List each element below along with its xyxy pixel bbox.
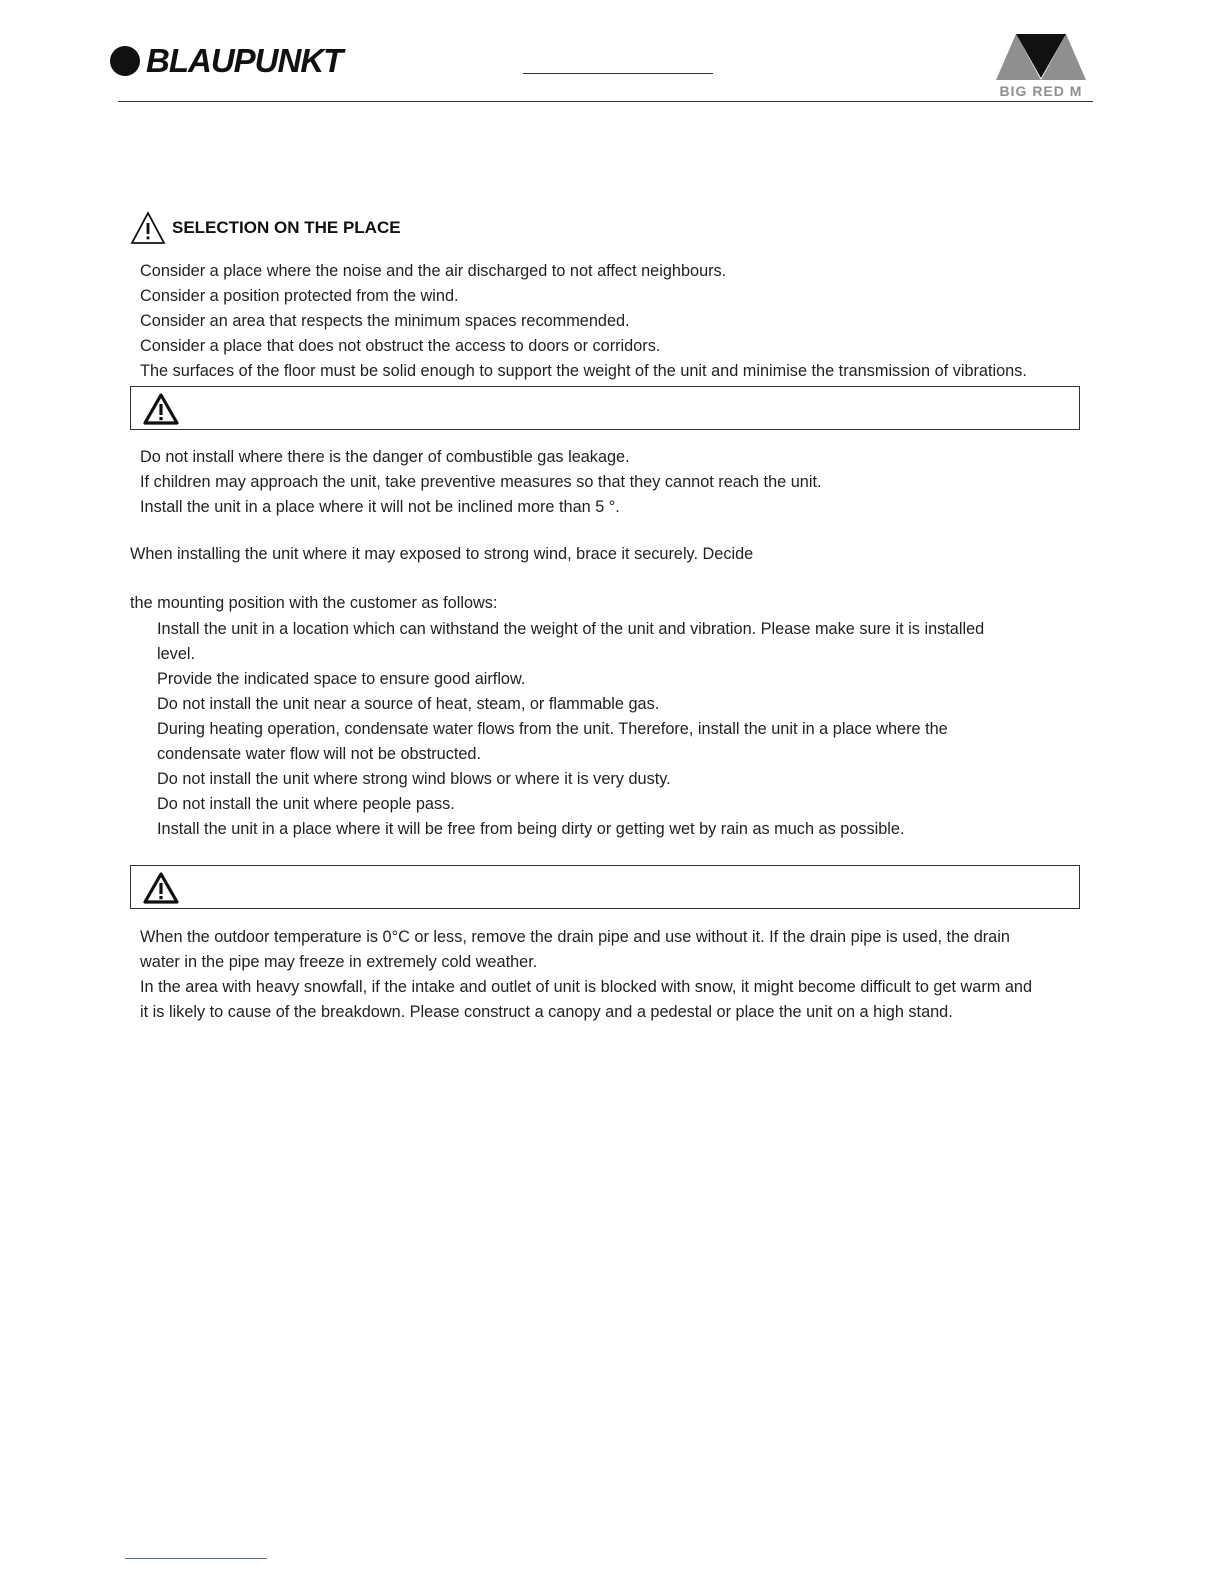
- list-item: it is likely to cause of the breakdown. Please construct a canopy and a pedestal or place the unit on a high stand.: [140, 1003, 953, 1021]
- list-item: Consider an area that respects the minimum spaces recommended.: [140, 312, 630, 330]
- list-item: Do not install the unit near a source of heat, steam, or flammable gas.: [157, 695, 660, 713]
- logo-dot-icon: [110, 46, 140, 76]
- list-item: Install the unit in a place where it will be free from being dirty or getting wet by rain as much as possible.: [157, 820, 905, 838]
- list-item: Install the unit in a place where it will not be inclined more than 5 °.: [140, 498, 620, 516]
- list-item: Do not install where there is the danger of combustible gas leakage.: [140, 448, 630, 466]
- caution-list-2: [140, 925, 1032, 1025]
- section-title: SELECTION ON THE PLACE: [172, 218, 401, 237]
- list-item: During heating operation, condensate water flows from the unit. Therefore, install the unit in a place where the: [157, 720, 948, 738]
- partner-name: BIG RED M: [999, 83, 1083, 99]
- mounting-position-list: [157, 617, 984, 842]
- footer-link-underline: [125, 1558, 267, 1559]
- wind-paragraph-line-1: When installing the unit where it may exposed to strong wind, brace it securely. Decide: [130, 545, 754, 563]
- list-item: When the outdoor temperature is 0°C or less, remove the drain pipe and use without it. If the drain pipe is used, the drain: [140, 928, 1010, 946]
- caution-list-1: [140, 445, 822, 520]
- list-item: The surfaces of the floor must be solid enough to support the weight of the unit and minimise the transmission of vibrations.: [140, 362, 1027, 380]
- list-item: Provide the indicated space to ensure good airflow.: [157, 670, 526, 688]
- header-blank-line: [523, 73, 713, 74]
- big-red-m-logo: [994, 32, 1088, 99]
- big-red-m-mark-icon: [994, 32, 1088, 82]
- list-item: condensate water flow will not be obstructed.: [157, 745, 481, 763]
- caution-box: [130, 386, 1080, 430]
- list-item: Do not install the unit where strong wind blows or where it is very dusty.: [157, 770, 671, 788]
- header-divider: [118, 101, 1093, 102]
- list-item: Consider a place that does not obstruct the access to doors or corridors.: [140, 337, 661, 355]
- list-item: level.: [157, 645, 196, 663]
- list-item: Install the unit in a location which can withstand the weight of the unit and vibration. Please make sure it is installed: [157, 620, 985, 638]
- list-item: If children may approach the unit, take preventive measures so that they cannot reach the unit.: [140, 473, 822, 491]
- list-item: water in the pipe may freeze in extremely cold weather.: [140, 953, 538, 971]
- wind-paragraph-line-2: the mounting position with the customer as follows:: [130, 594, 498, 612]
- list-item: In the area with heavy snowfall, if the intake and outlet of unit is blocked with snow, it might become difficult to get warm and: [140, 978, 1033, 996]
- caution-triangle-icon: [143, 872, 179, 904]
- caution-box: [130, 865, 1080, 909]
- list-item: Do not install the unit where people pass.: [157, 795, 455, 813]
- caution-triangle-icon: [143, 393, 179, 425]
- placement-considerations-list: [140, 259, 1027, 384]
- list-item: Consider a position protected from the wind.: [140, 287, 459, 305]
- section-heading: [130, 211, 401, 245]
- warning-triangle-icon: [130, 211, 166, 245]
- blaupunkt-logo: [110, 44, 342, 78]
- list-item: Consider a place where the noise and the air discharged to not affect neighbours.: [140, 262, 727, 280]
- brand-name: BLAUPUNKT: [146, 42, 343, 79]
